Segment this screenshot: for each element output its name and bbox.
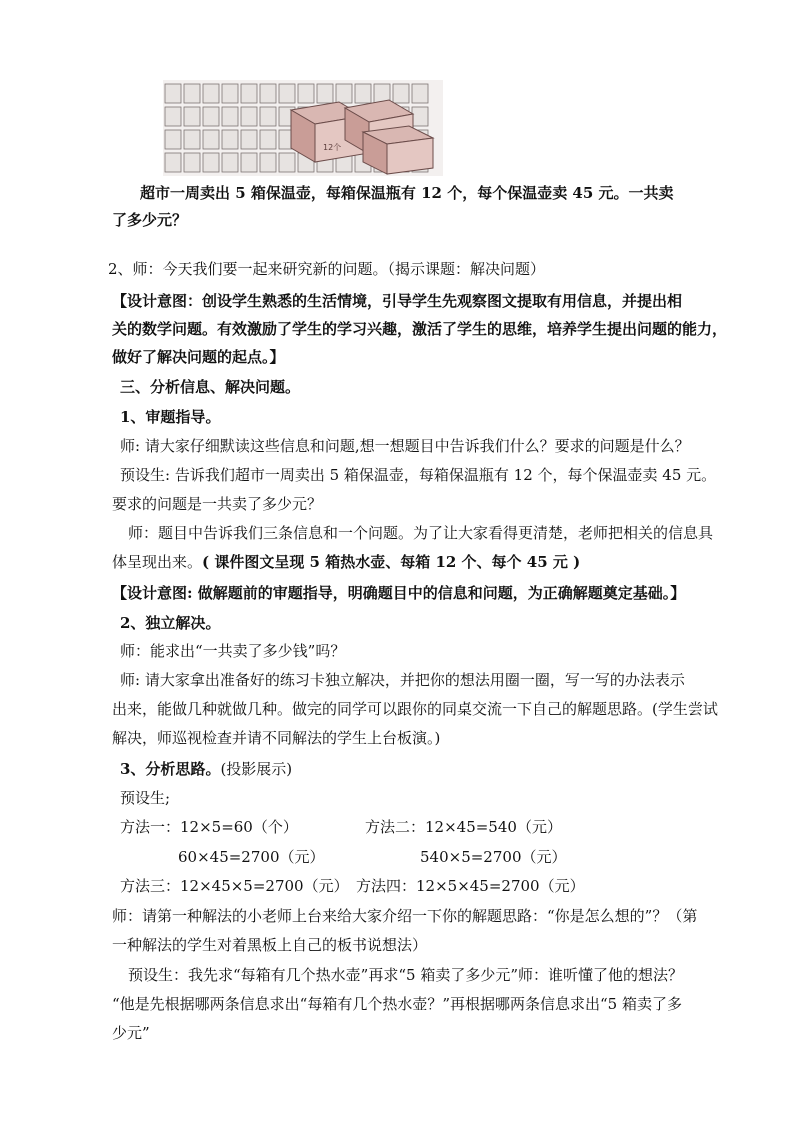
teacher2-text: 体呈现出来。 <box>112 553 203 571</box>
step-2-teacher-line-3: 解决，师巡视检查并请不同解法的学生上台板演。) <box>112 729 441 747</box>
step-1-teacher: 师: 请大家仔细默读这些信息和问题,想一想题目中告诉我们什么？要求的问题是什么？ <box>120 437 690 455</box>
step-3-title: 3、分析思路。 <box>120 760 221 778</box>
design-intent-1-line-3: 做好了解决问题的起点。】 <box>112 348 285 366</box>
problem-line-2: 了多少元？ <box>112 211 188 229</box>
step-2-question: 师：能求出“一共卖了多少钱”吗？ <box>120 642 346 660</box>
step-2-teacher-line-2: 出来，能做几种就做几种。做完的同学可以跟你的同桌交流一下自己的解题思路。(学生尝试 <box>112 700 718 718</box>
step-3-teacher-line-1: 师：请第一种解法的小老师上台来给大家介绍一下你的解题思路：“你是怎么想的”？（第 <box>112 907 698 925</box>
step-2-teacher-line-1: 师: 请大家拿出准备好的练习卡独立解决，并把你的想法用圈一圈，写一写的办法表示 <box>120 671 685 689</box>
method-3: 方法三：12×45×5=2700（元） <box>120 877 349 895</box>
step-1-teacher2-line-1: 师：题目中告诉我们三条信息和一个问题。为了让大家看得更清楚，老师把相关的信息具 <box>128 524 714 542</box>
kettles-and-boxes-illustration <box>163 80 443 176</box>
step-1-heading: 1、审题指导。 <box>120 408 221 426</box>
step-3-teacher-line-2: 一种解法的学生对着黑板上自己的板书说想法） <box>112 936 428 954</box>
method-4: 方法四：12×5×45=2700（元） <box>356 877 585 895</box>
method-1-step-2: 60×45=2700（元） <box>178 848 325 866</box>
step-3-heading <box>120 759 292 779</box>
design-intent-1-line-1: 【设计意图：创设学生熟悉的生活情境，引导学生先观察图文提取有用信息，并提出相 <box>112 292 683 310</box>
box-label: 12个 <box>323 143 342 152</box>
courseware-note: ( 课件图文呈现 5 箱热水壶、每箱 12 个、每个 45 元 ) <box>202 553 581 571</box>
section-three-heading: 三、分析信息、解决问题。 <box>120 378 301 396</box>
method-2-step-1: 方法二：12×45=540（元） <box>365 818 562 836</box>
step-3-note: (投影展示) <box>220 760 293 778</box>
preset-student-label: 预设生; <box>120 789 171 807</box>
problem-line-1: 超市一周卖出 5 箱保温壶，每箱保温瓶有 12 个，每个保温壶卖 45 元。一共卖 <box>140 184 674 202</box>
step-3-student-line-1: 预设生：我先求“每箱有几个热水壶”再求“5 箱卖了多少元”师：谁听懂了他的想法？ <box>128 966 683 984</box>
step-2-heading: 2、独立解决。 <box>120 614 221 632</box>
step-1-teacher2-line-2 <box>112 552 580 572</box>
design-intent-2: 【设计意图: 做解题前的审题指导，明确题目中的信息和问题，为正确解题奠定基础。】 <box>112 584 686 602</box>
intro-line: 2、师：今天我们要一起来研究新的问题。（揭示课题：解决问题） <box>108 260 546 278</box>
design-intent-1-line-2: 关的数学问题。有效激励了学生的学习兴趣，激活了学生的思维，培养学生提出问题的能力， <box>112 320 728 338</box>
step-3-student-line-3: 少元” <box>112 1024 150 1042</box>
method-2-step-2: 540×5=2700（元） <box>420 848 567 866</box>
step-3-student-line-2: “他是先根据哪两条信息求出“每箱有几个热水壶？”再根据哪两条信息求出“5 箱卖了多 <box>112 995 682 1013</box>
step-1-student-line-1: 预设生: 告诉我们超市一周卖出 5 箱保温壶，每箱保温瓶有 12 个，每个保温壶卖 45 元。 <box>120 466 717 484</box>
method-1-step-1: 方法一：12×5=60（个） <box>120 818 298 836</box>
step-1-student-line-2: 要求的问题是一共卖了多少元？ <box>112 495 323 513</box>
